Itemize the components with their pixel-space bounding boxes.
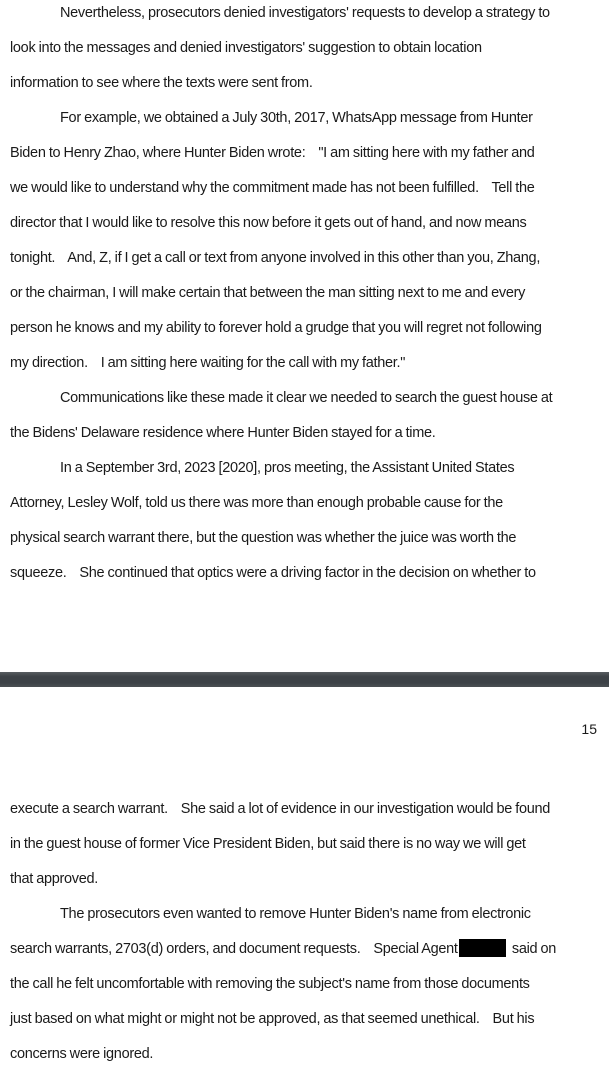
text-line: person he knows and my ability to forever hold a grudge that you will regret not following (10, 320, 542, 336)
text-line: Nevertheless, prosecutors denied investigators' requests to develop a strategy to (60, 5, 550, 21)
text-line: The prosecutors even wanted to remove Hunter Biden's name from electronic (60, 906, 531, 922)
page-separator-bar (0, 672, 609, 687)
page-number: 15 (581, 721, 597, 737)
text-line: In a September 3rd, 2023 [2020], pros meeting, the Assistant United States (60, 460, 515, 476)
text-line: in the guest house of former Vice President Biden, but said there is no way we will get (10, 836, 526, 852)
text-line: that approved. (10, 871, 99, 887)
text-line: just based on what might or might not be approved, as that seemed unethical. But his (10, 1011, 535, 1027)
text-line: Communications like these made it clear we needed to search the guest house at (60, 390, 553, 406)
text-line: we would like to understand why the commitment made has not been fulfilled. Tell the (10, 180, 535, 196)
text-line-with-redaction (0, 932, 609, 967)
text-segment: search warrants, 2703(d) orders, and document requests. Special Agent (10, 941, 458, 957)
text-line: execute a search warrant. She said a lot of evidence in our investigation would be found (10, 801, 551, 817)
text-line: For example, we obtained a July 30th, 2017, WhatsApp message from Hunter (60, 110, 533, 126)
text-line: the call he felt uncomfortable with removing the subject's name from those documents (10, 976, 530, 992)
text-line: squeeze. She continued that optics were a driving factor in the decision on whether to (10, 565, 536, 581)
page-2-text-block (0, 792, 609, 1072)
text-line: Biden to Henry Zhao, where Hunter Biden wrote: "I am sitting here with my father and (10, 145, 535, 161)
text-line: director that I would like to resolve this now before it gets out of hand, and now means (10, 215, 527, 231)
text-line: look into the messages and denied investigators' suggestion to obtain location (10, 40, 482, 56)
redaction-box (459, 939, 506, 957)
text-line: or the chairman, I will make certain that between the man sitting next to me and every (10, 285, 526, 301)
text-line: information to see where the texts were sent from. (10, 75, 313, 91)
text-line: concerns were ignored. (10, 1046, 154, 1062)
text-line: tonight. And, Z, if I get a call or text from anyone involved in this other than you, Zhang, (10, 250, 541, 266)
text-line: Attorney, Lesley Wolf, told us there was more than enough probable cause for the (10, 495, 503, 511)
text-line: my direction. I am sitting here waiting for the call with my father." (10, 355, 406, 371)
text-line: the Bidens' Delaware residence where Hunter Biden stayed for a time. (10, 425, 436, 441)
text-segment: said on (508, 941, 557, 957)
text-line: physical search warrant there, but the question was whether the juice was worth the (10, 530, 517, 546)
